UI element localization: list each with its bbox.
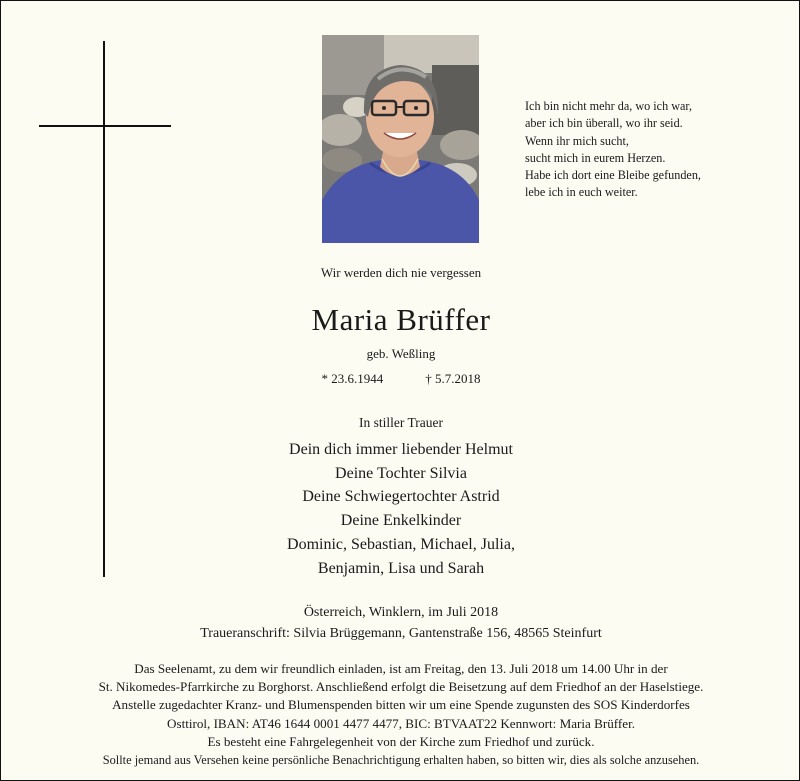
notice-line: Sollte jemand aus Versehen keine persönliche Benachrichtigung erhalten haben, so bitten wir, dies als solche anzusehen.: [102, 753, 700, 768]
poem-line: Wenn ihr mich sucht,: [525, 133, 629, 148]
mourning-intro: In stiller Trauer: [359, 415, 443, 430]
cross-horizontal-bar: [39, 125, 171, 127]
poem-line: Habe ich dort eine Bleibe gefunden,: [525, 168, 701, 183]
service-notice: [1, 660, 800, 769]
portrait-photo: [322, 35, 479, 243]
motto: Wir werden dich nie vergessen: [320, 265, 482, 280]
notice-line: Es besteht eine Fahrgelegenheit von der Kirche zum Friedhof und zurück.: [207, 733, 595, 749]
mourner-line: Benjamin, Lisa und Sarah: [317, 559, 485, 577]
deceased-name: Maria Brüffer: [311, 302, 491, 337]
memorial-poem: [525, 98, 795, 202]
place-and-date: Österreich, Winklern, im Juli 2018: [303, 605, 499, 620]
notice-line: St. Nikomedes-Pfarrkirche zu Borghorst. Anschließend erfolgt die Beisetzung auf dem Friedhof an der Haselstiege.: [98, 679, 704, 695]
mourner-line: Deine Schwiegertochter Astrid: [302, 488, 500, 506]
mourner-line: Dominic, Sebastian, Michael, Julia,: [287, 535, 515, 553]
notice-line: Osttirol, IBAN: AT46 1644 0001 4477 4477, BIC: BTVAAT22 Kennwort: Maria Brüffer.: [167, 715, 635, 731]
mourners-list: [1, 438, 800, 580]
mourner-line: Deine Tochter Silvia: [335, 464, 467, 482]
notice-line: Das Seelenamt, zu dem wir freundlich einladen, ist am Freitag, den 13. Juli 2018 um 14.00 Uhr in der: [134, 661, 668, 676]
notice-line: Anstelle zugedachter Kranz- und Blumenspenden bitten wir um eine Spende zugunsten des SOS Kinderdorfes: [112, 697, 690, 713]
poem-line: sucht mich in eurem Herzen.: [525, 150, 666, 165]
mourner-line: Dein dich immer liebender Helmut: [289, 441, 513, 458]
life-dates: [1, 371, 800, 387]
poem-line: Ich bin nicht mehr da, wo ich war,: [525, 99, 693, 113]
poem-line: lebe ich in euch weiter.: [525, 185, 638, 200]
birth-date: * 23.6.1944: [321, 371, 384, 386]
mourner-line: Deine Enkelkinder: [340, 512, 462, 530]
death-date: † 5.7.2018: [425, 371, 481, 386]
maiden-name: geb. Weßling: [366, 346, 436, 361]
poem-line: aber ich bin überall, wo ihr seid.: [525, 116, 683, 131]
mourning-address: Traueranschrift: Silvia Brüggemann, Gantenstraße 156, 48565 Steinfurt: [200, 626, 602, 641]
